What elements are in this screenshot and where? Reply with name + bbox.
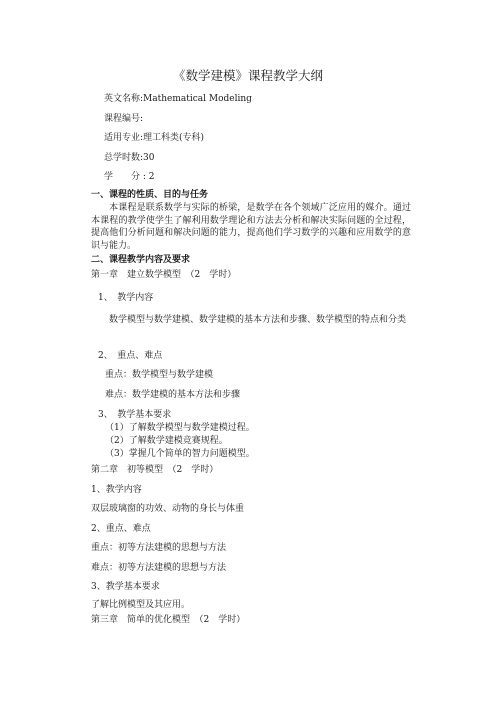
page-title: 《数学建模》课程教学大纲: [172, 68, 323, 83]
ch2-item-1-body: 双层玻璃窗的功效、动物的身长与体重: [91, 504, 245, 514]
ch2-item-1-title: 1、教学内容: [91, 485, 142, 495]
ch2-difficult-point: 难点：初等方法建模的思想与方法: [91, 563, 227, 573]
ch1-item-1-body: 数学模型与数学建模、数学建模的基本方法和步骤、数学模型的特点和分类: [109, 315, 407, 325]
chapter-1-title: 第一章 建立数学模型 （2 学时）: [91, 270, 237, 280]
ch1-key-point: 重点：数学模型与数学建模: [105, 370, 214, 380]
chapter-2-title: 第二章 初等模型 （2 学时）: [91, 465, 219, 475]
section-1-heading: 一、课程的性质、目的与任务: [91, 190, 209, 200]
credits: 学 分 : 2: [104, 172, 155, 182]
chapter-3-title: 第三章 简单的优化模型 （2 学时）: [91, 615, 246, 625]
ch2-requirement: 了解比例模型及其应用。: [91, 600, 191, 610]
ch1-requirement-3: （3）掌握几个简单的智力问题模型。: [105, 449, 255, 459]
ch1-requirement-2: （2）了解数学建模竞赛规程。: [105, 436, 228, 446]
applicable-major: 适用专业:理工科类(专科): [104, 133, 205, 143]
ch1-item-3-title: 3、 教学基本要求: [98, 410, 172, 420]
ch2-item-2-title: 2、重点、难点: [91, 524, 151, 534]
ch2-item-3-title: 3、教学基本要求: [91, 582, 160, 592]
ch1-difficult-point: 难点：数学建模的基本方法和步骤: [105, 390, 241, 400]
section-2-heading: 二、课程教学内容及要求: [91, 255, 191, 265]
section-1-text: 本课程是联系数学与实际的桥梁，是数学在各个领域广泛应用的媒介。通过本课程的教学使学生了解利用数学理论和方法去分析和解决实际问题的全过程，提高他们分析问题和解决问题的能力，提高他们学习数学的兴趣和应用数学的意识与能力。: [91, 203, 411, 251]
english-name: 英文名称:Mathematical Modeling: [104, 94, 252, 104]
ch1-item-2-title: 2、 重点、难点: [98, 351, 163, 361]
section-1-body: [91, 202, 411, 252]
total-hours: 总学时数:30: [104, 153, 155, 163]
ch1-requirement-1: （1）了解数学模型与数学建模过程。: [105, 423, 255, 433]
course-code: 课程编号:: [104, 114, 144, 124]
ch1-item-1-title: 1、 教学内容: [98, 293, 154, 303]
ch2-key-point: 重点：初等方法建模的思想与方法: [91, 543, 227, 553]
